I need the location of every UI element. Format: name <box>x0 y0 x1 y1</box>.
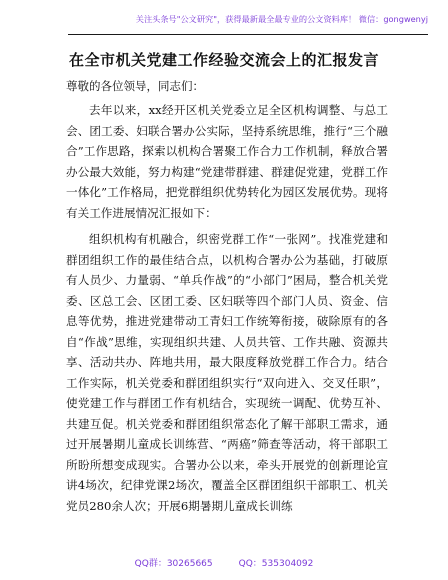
paragraph-organization: 组织机构有机融合，织密党群工作“一张网”。找准党建和群团组织工作的最佳结合点，以机构合署办公为基础，打破原有人员少、力量弱、“单兵作战”的“小部门”困局，整合机关党委、区总工会、区团工委、区妇联等四个部门人员、资金、信息等优势，推进党建带动工青妇工作统筹衔接，破除原有的各自“作战”思维，实现组织共建、人员共管、工作共融、资源共享、活动共办、阵地共用，最大限度释放党群工作合力。结合工作实际，机关党委和群团组织实行“双向进入、交叉任职”，使党建工作与群团工作有机结合，实现统一调配、优势互补、共建互促。机关党委和群团组织常态化了解干部职工需求，通过开展暑期儿童成长训练营、“两癌”筛查等活动，将干部职工所盼所想变成现实。合署办公以来，牵头开展党的创新理论宣讲4场次，纪律党课2场次，覆盖全区群团组织干部职工、机关党员280余人次；开展6期暑期儿童成长训练 <box>66 232 388 513</box>
document-body <box>66 100 388 516</box>
salutation: 尊敬的各位领导，同志们： <box>66 79 204 93</box>
footer-qq: QQ：535304092 <box>238 559 314 569</box>
header-banner <box>68 6 428 35</box>
header-banner-text: 关注头条号"公文研究"，获得最新最全最专业的公文资料库！ 微信：gongwenyj <box>135 14 428 24</box>
footer-contact <box>0 556 448 569</box>
footer-qq-group: QQ群：30265665 <box>134 559 213 569</box>
paragraph-intro: 去年以来，xx经开区机关党委立足全区机构调整、与总工会、团工委、妇联合署办公实际，坚持系统思维，推行“三个融合”工作思路，探索以机构合署聚工作合力工作机制，释放合署办公最大效能，努力构建“党建带群建、群建促党建，党群工作一体化”工作格局，把党群组织优势转化为园区发展优势。现将有关工作进展情况汇报如下： <box>66 103 388 220</box>
document-title: 在全市机关党建工作经验交流会上的汇报发言 <box>68 51 379 69</box>
